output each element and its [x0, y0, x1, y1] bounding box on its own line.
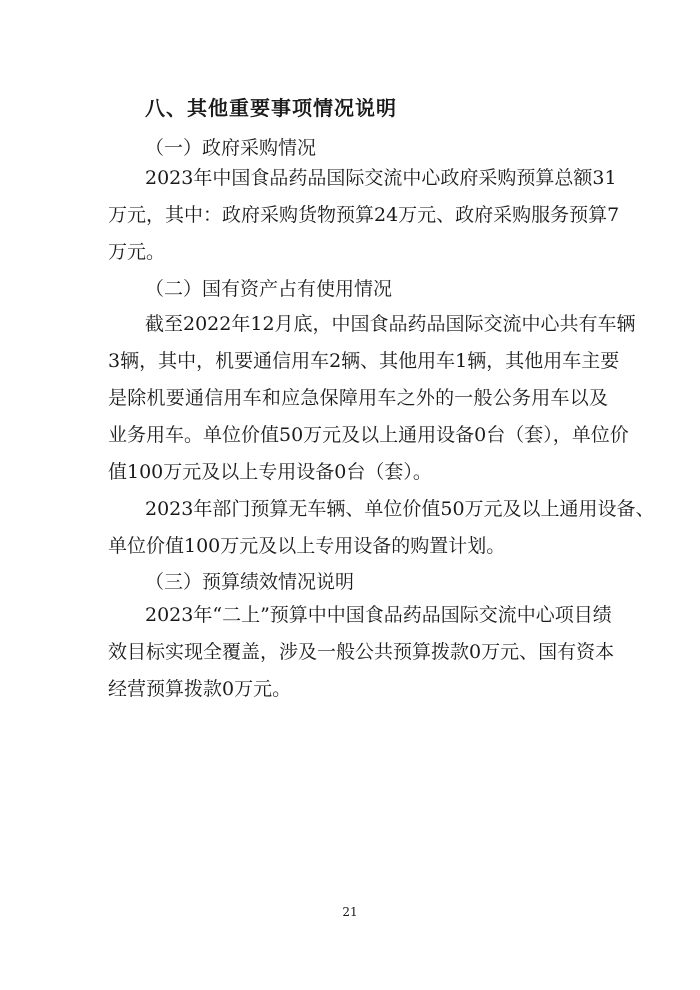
paragraph-line: 截至2022年12月底，中国食品药品国际交流中心共有车辆 [145, 313, 636, 335]
section-heading: 八、其他重要事项情况说明 [145, 96, 397, 120]
paragraph-line: 2023年“二上”预算中中国食品药品国际交流中心项目绩 [145, 604, 612, 626]
paragraph-purchase-plan [108, 491, 655, 565]
paragraph-line: 2023年中国食品药品国际交流中心政府采购预算总额31 [145, 167, 617, 189]
subsection-title-state-assets: （二）国有资产占有使用情况 [145, 278, 393, 300]
paragraph-state-assets [108, 306, 636, 491]
paragraph-government-procurement [108, 160, 620, 271]
paragraph-line: 业务用车。单位价值50万元及以上通用设备0台（套），单位价 [108, 424, 629, 446]
paragraph-performance [108, 597, 615, 708]
paragraph-line: 效目标实现全覆盖，涉及一般公共预算拨款0万元、国有资本 [108, 641, 615, 663]
paragraph-line: 单位价值100万元及以上专用设备的购置计划。 [108, 535, 506, 557]
paragraph-line: 万元。 [108, 241, 166, 263]
subsection-title-performance: （三）预算绩效情况说明 [145, 571, 355, 593]
paragraph-line: 经营预算拨款0万元。 [108, 678, 292, 700]
subsection-title-government-procurement: （一）政府采购情况 [145, 137, 317, 159]
paragraph-line: 3辆，其中，机要通信用车2辆、其他用车1辆，其他用车主要 [108, 350, 620, 372]
paragraph-line: 2023年部门预算无车辆、单位价值50万元及以上通用设备、 [145, 498, 655, 520]
paragraph-line: 万元，其中：政府采购货物预算24万元、政府采购服务预算7 [108, 204, 620, 226]
paragraph-line: 值100万元及以上专用设备0台（套）。 [108, 461, 432, 483]
paragraph-line: 是除机要通信用车和应急保障用车之外的一般公务用车以及 [108, 387, 608, 409]
page-number: 21 [342, 905, 358, 919]
